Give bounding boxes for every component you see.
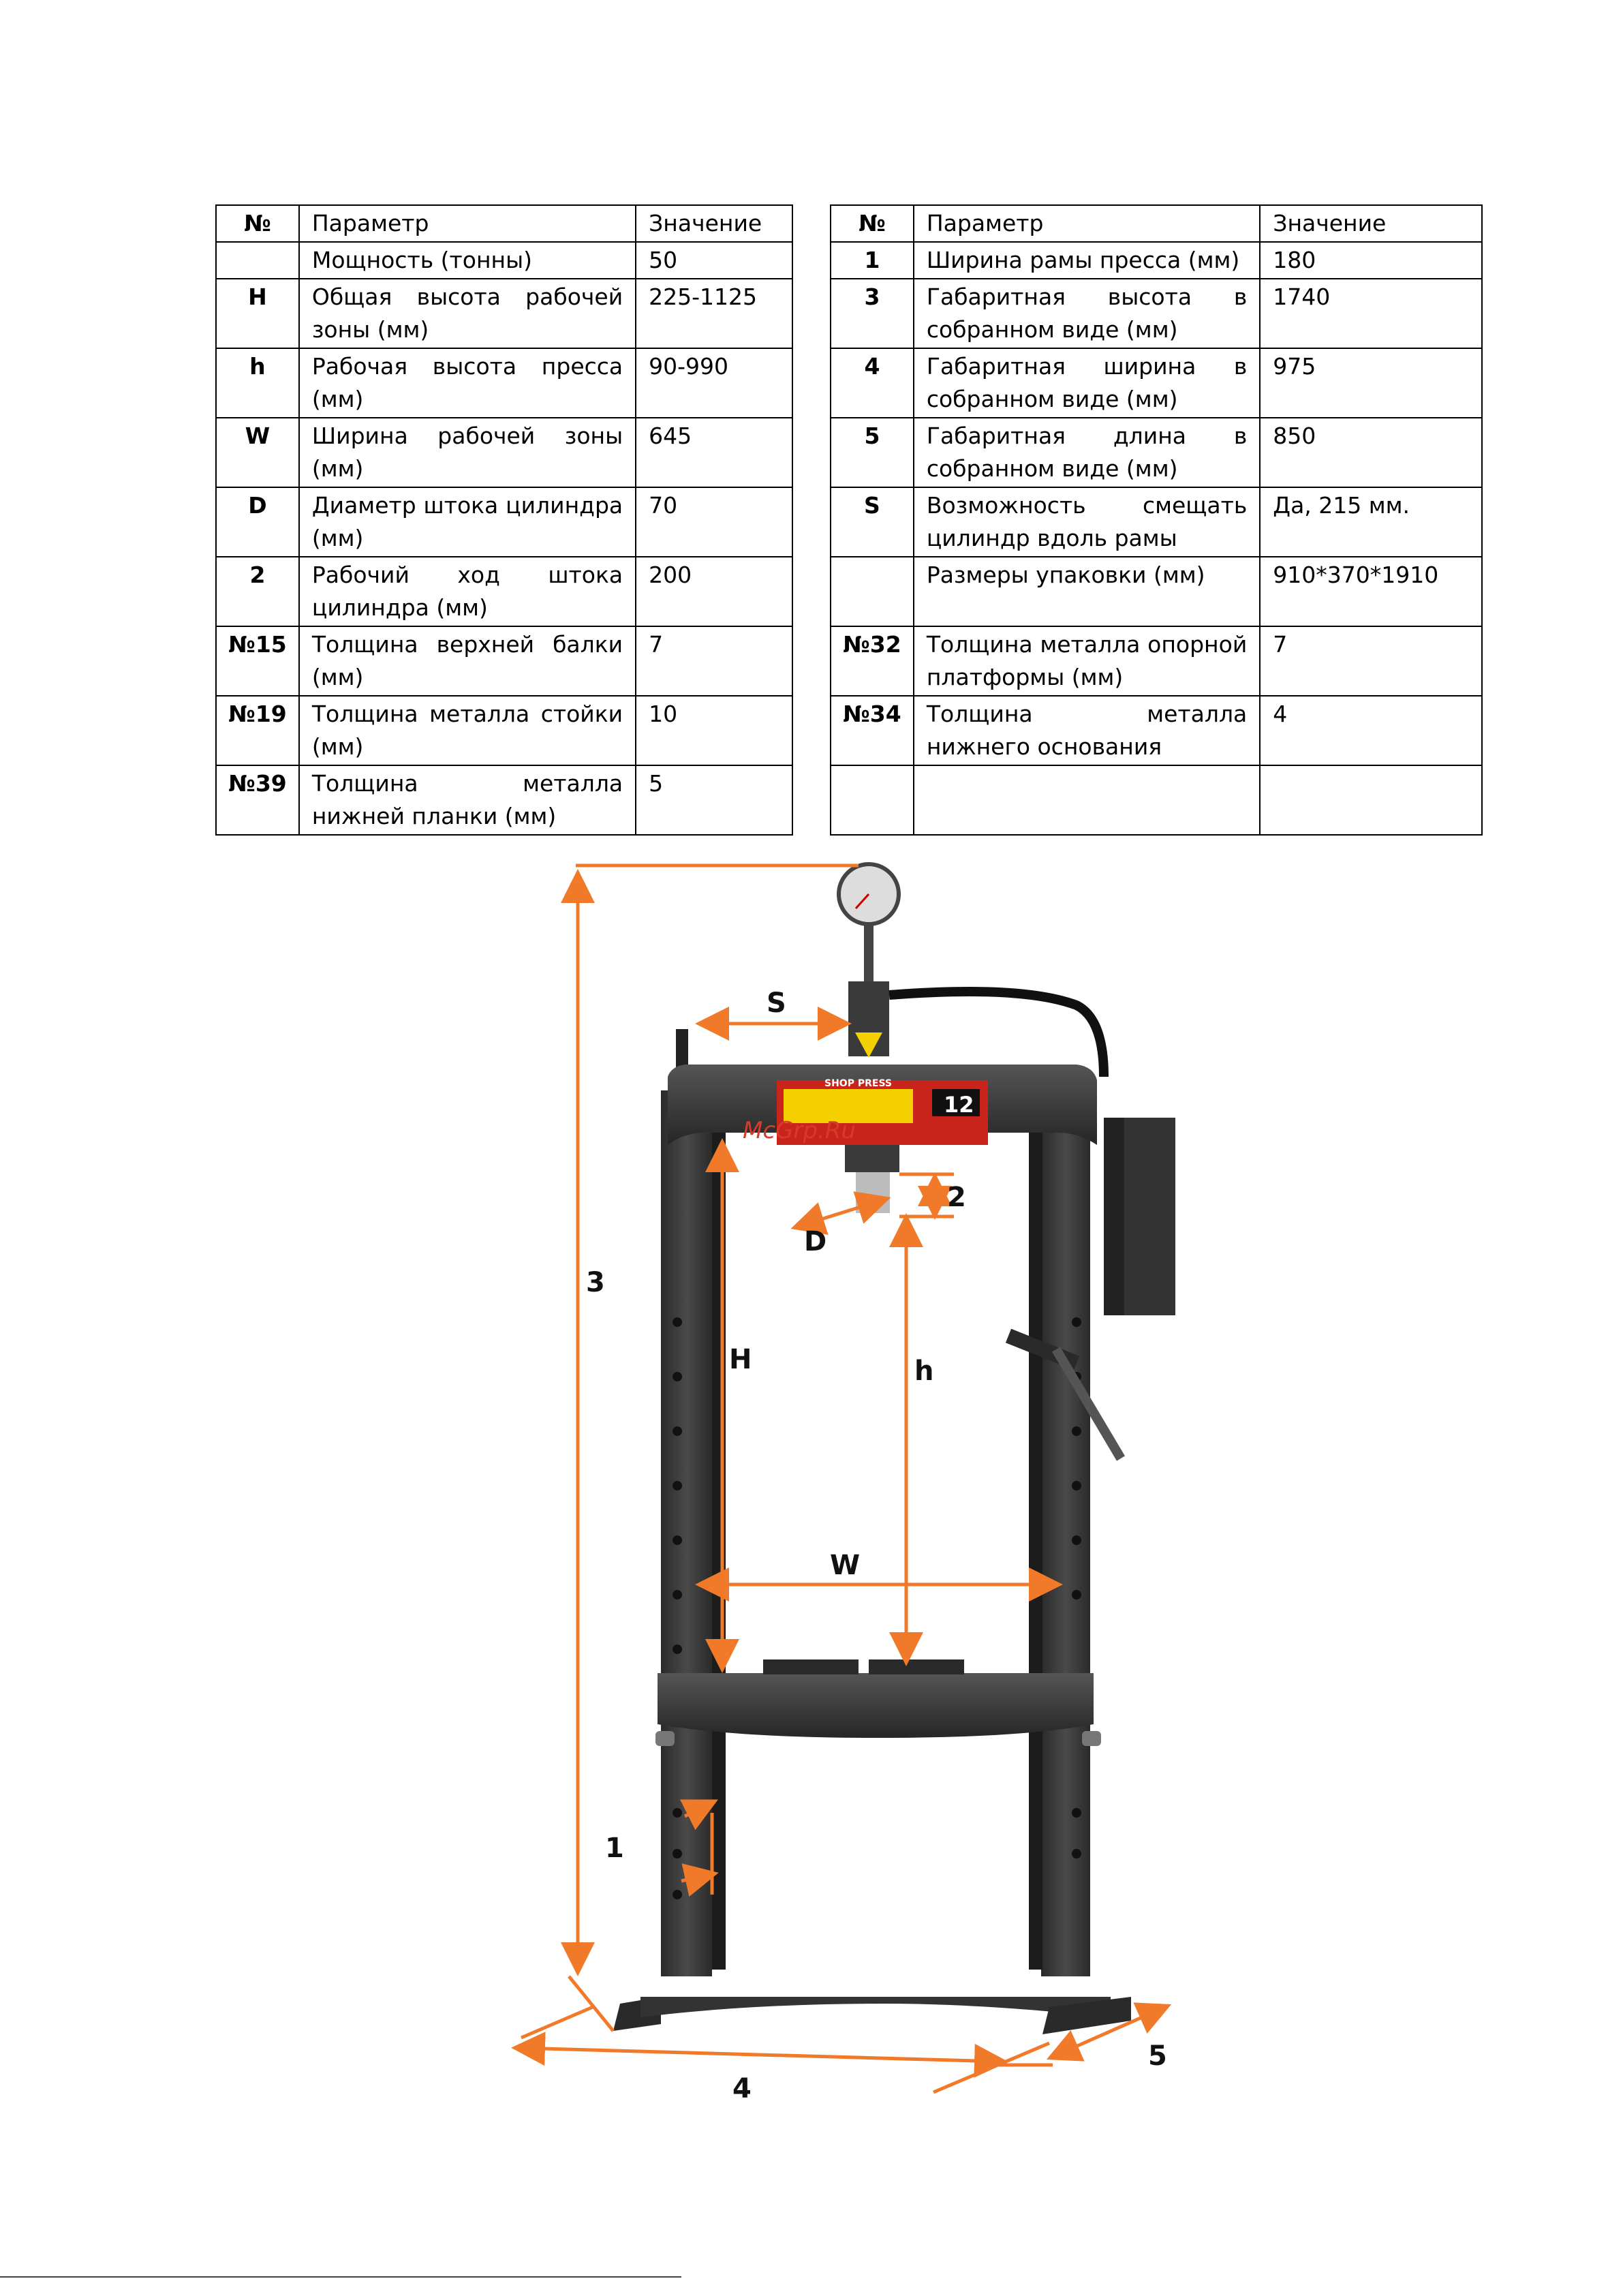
row-value: 7 xyxy=(1260,626,1482,696)
row-value: 850 xyxy=(1260,418,1482,487)
table-row xyxy=(216,696,792,765)
working-table xyxy=(658,1673,1094,1738)
row-param: Рабочая высота пресса (мм) xyxy=(299,348,636,418)
hydraulic-hose xyxy=(889,992,1104,1077)
table-pin-right xyxy=(1082,1731,1101,1746)
row-num: h xyxy=(216,348,299,418)
row-value: 180 xyxy=(1260,242,1482,279)
header-param: Параметр xyxy=(299,205,636,242)
row-num xyxy=(831,557,914,626)
label-2: 2 xyxy=(947,1182,966,1213)
row-value: 910*370*1910 xyxy=(1260,557,1482,626)
row-value: 70 xyxy=(636,487,792,557)
row-value: 200 xyxy=(636,557,792,626)
right-post-inner xyxy=(1029,1104,1042,1970)
row-num: 4 xyxy=(831,348,914,418)
label-small-h: h xyxy=(914,1356,934,1387)
row-value: 645 xyxy=(636,418,792,487)
label-3: 3 xyxy=(586,1267,605,1298)
table-row xyxy=(831,626,1482,696)
row-param: Рабочий ход штока цилиндра (мм) xyxy=(299,557,636,626)
row-num: №39 xyxy=(216,765,299,835)
row-value xyxy=(1260,765,1482,835)
press-plate-right xyxy=(869,1659,964,1674)
table-row xyxy=(831,487,1482,557)
row-param: Толщина металла нижней планки (мм) xyxy=(299,765,636,835)
table-header-row xyxy=(831,205,1482,242)
footer-divider xyxy=(0,2276,681,2278)
row-num: W xyxy=(216,418,299,487)
row-num xyxy=(216,242,299,279)
right-spec-table xyxy=(830,204,1483,836)
top-post-left xyxy=(676,1029,688,1070)
table-row xyxy=(216,487,792,557)
label-s: S xyxy=(767,988,786,1019)
table-row xyxy=(216,557,792,626)
cylinder-ram-top xyxy=(845,1145,899,1172)
row-param: Мощность (тонны) xyxy=(299,242,636,279)
row-param xyxy=(914,765,1260,835)
table-row xyxy=(216,626,792,696)
label-w: W xyxy=(830,1550,861,1581)
pressure-gauge-assembly xyxy=(839,864,1104,1077)
table-pin-left xyxy=(655,1731,675,1746)
row-num: H xyxy=(216,279,299,348)
row-param: Толщина верхней балки (мм) xyxy=(299,626,636,696)
label-1: 1 xyxy=(605,1833,624,1864)
table-row xyxy=(216,348,792,418)
row-num: №34 xyxy=(831,696,914,765)
left-spec-table xyxy=(215,204,793,836)
header-value: Значение xyxy=(636,205,792,242)
row-value: 1740 xyxy=(1260,279,1482,348)
row-num: №15 xyxy=(216,626,299,696)
table-row xyxy=(216,242,792,279)
row-value: 225-1125 xyxy=(636,279,792,348)
row-param: Толщина металла нижнего основания xyxy=(914,696,1260,765)
row-value: 4 xyxy=(1260,696,1482,765)
right-post xyxy=(1041,1090,1090,1976)
label-big-h: H xyxy=(729,1344,752,1375)
row-param: Габаритная ширина в собранном виде (мм) xyxy=(914,348,1260,418)
row-value: 90-990 xyxy=(636,348,792,418)
row-param: Ширина рабочей зоны (мм) xyxy=(299,418,636,487)
table-row xyxy=(831,348,1482,418)
table-row xyxy=(216,418,792,487)
row-value: 5 xyxy=(636,765,792,835)
watermark: McGrp.Ru xyxy=(743,1117,856,1144)
press-plate-left xyxy=(763,1659,859,1674)
panel-number: 12 xyxy=(944,1092,974,1118)
row-value: 10 xyxy=(636,696,792,765)
table-row xyxy=(216,279,792,348)
label-5: 5 xyxy=(1148,2040,1167,2072)
table-row xyxy=(831,279,1482,348)
table-header-row xyxy=(216,205,792,242)
row-num: 5 xyxy=(831,418,914,487)
row-param: Габаритная длина в собранном виде (мм) xyxy=(914,418,1260,487)
table-row xyxy=(831,696,1482,765)
row-value: Да, 215 мм. xyxy=(1260,487,1482,557)
row-param: Ширина рамы пресса (мм) xyxy=(914,242,1260,279)
table-row xyxy=(831,242,1482,279)
row-num: 2 xyxy=(216,557,299,626)
row-value: 975 xyxy=(1260,348,1482,418)
label-d: D xyxy=(804,1226,827,1257)
row-num: №19 xyxy=(216,696,299,765)
left-post xyxy=(661,1090,712,1976)
row-num: №32 xyxy=(831,626,914,696)
row-param: Толщина металла стойки (мм) xyxy=(299,696,636,765)
row-param: Возможность смещать цилиндр вдоль рамы xyxy=(914,487,1260,557)
row-num: 3 xyxy=(831,279,914,348)
row-param: Общая высота рабочей зоны (мм) xyxy=(299,279,636,348)
header-param: Параметр xyxy=(914,205,1260,242)
header-num: № xyxy=(216,205,299,242)
header-num: № xyxy=(831,205,914,242)
row-value: 7 xyxy=(636,626,792,696)
panel-brand: SHOP PRESS xyxy=(824,1078,892,1089)
base-rail xyxy=(640,1997,1111,2017)
hydraulic-press-diagram xyxy=(477,845,1261,2126)
row-value: 50 xyxy=(636,242,792,279)
table-row xyxy=(216,765,792,835)
table-row xyxy=(831,557,1482,626)
row-param: Толщина металла опорной платформы (мм) xyxy=(914,626,1260,696)
row-num: 1 xyxy=(831,242,914,279)
row-param: Размеры упаковки (мм) xyxy=(914,557,1260,626)
label-4: 4 xyxy=(732,2073,752,2104)
header-value: Значение xyxy=(1260,205,1482,242)
row-param: Диаметр штока цилиндра (мм) xyxy=(299,487,636,557)
row-num xyxy=(831,765,914,835)
row-param: Габаритная высота в собранном виде (мм) xyxy=(914,279,1260,348)
table-row xyxy=(831,418,1482,487)
row-num: S xyxy=(831,487,914,557)
table-row xyxy=(831,765,1482,835)
row-num: D xyxy=(216,487,299,557)
